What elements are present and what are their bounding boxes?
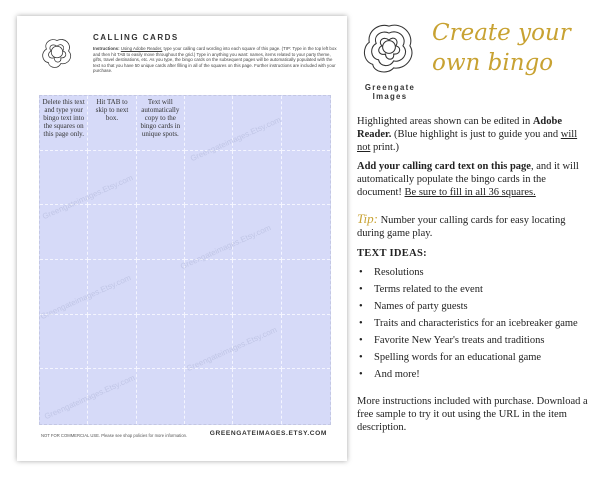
grid-cell-28[interactable] (185, 315, 233, 370)
grid-cell-5[interactable] (233, 96, 281, 151)
sheet-title: CALLING CARDS (93, 33, 179, 42)
grid-cell-2[interactable]: Hit TAB to skip to next box. (88, 96, 136, 151)
grid-cell-7[interactable] (40, 151, 88, 206)
list-item: • Resolutions (357, 266, 593, 279)
grid-cell-16[interactable] (185, 205, 233, 260)
grid-cell-29[interactable] (233, 315, 281, 370)
sheet-instructions: Instructions: Using Adobe Reader, type your calling card wording into each square of this page. (TIP: Type in the top left box and then hit TAB to easily move throughout the grid.) Type in anything you want: names, items related to your party theme, gifts, travel destinations, etc. As you type, the bingo cards on the subsequent pages will be automatically populated with the text so that you have 50 unique cards after filling in all of the squares on this page. Further instructions are included with your purchase. (93, 46, 337, 74)
watermark: Greengateimages.Etsy.com (179, 223, 273, 272)
tip-label: Tip: (357, 211, 378, 226)
watermark: Greengateimages.Etsy.com (189, 115, 283, 164)
greengate-logo-icon (33, 28, 81, 76)
closing-paragraph: More instructions included with purchase. Download a free sample to try it out using the URL in the item description. (357, 396, 588, 433)
grid-cell-35[interactable] (233, 369, 281, 424)
add-text-paragraph: Add your calling card text on this page, and it will automatically populate the bingo cards in the document! Be sure to fill in all 36 squares. (357, 161, 579, 198)
grid-cell-18[interactable] (282, 205, 330, 260)
grid-cell-19[interactable] (40, 260, 88, 315)
grid-cell-24[interactable] (282, 260, 330, 315)
grid-cell-17[interactable] (233, 205, 281, 260)
grid-cell-36[interactable] (282, 369, 330, 424)
grid-cell-26[interactable] (88, 315, 136, 370)
grid-cell-33[interactable] (137, 369, 185, 424)
grid-cell-9[interactable] (137, 151, 185, 206)
grid-cell-3[interactable]: Text will automatically copy to the bingo cards in unique spots. (137, 96, 185, 151)
grid-cell-15[interactable] (137, 205, 185, 260)
grid-cell-14[interactable] (88, 205, 136, 260)
grid-cell-20[interactable] (88, 260, 136, 315)
grid-cell-34[interactable] (185, 369, 233, 424)
greengate-logo-icon (360, 18, 418, 76)
grid-cell-23[interactable] (233, 260, 281, 315)
calling-cards-sheet (17, 16, 347, 461)
grid-cell-11[interactable] (233, 151, 281, 206)
list-item: • Spelling words for an educational game (357, 351, 593, 364)
intro-paragraph: Highlighted areas shown can be edited in Adobe Reader. (Blue highlight is just to guide you and will not print.) (357, 116, 578, 153)
grid-cell-25[interactable] (40, 315, 88, 370)
grid-cell-27[interactable] (137, 315, 185, 370)
watermark: Greengateimages.Etsy.com (43, 373, 137, 422)
watermark: Greengateimages.Etsy.com (185, 325, 279, 374)
grid-cell-10[interactable] (185, 151, 233, 206)
grid-cell-21[interactable] (137, 260, 185, 315)
ideas-heading: TEXT IDEAS: (357, 248, 427, 259)
tip-paragraph: Tip: Number your calling cards for easy locating during game play. (357, 211, 566, 239)
list-item: • Terms related to the event (357, 283, 593, 296)
grid-cell-13[interactable] (40, 205, 88, 260)
grid-cell-4[interactable] (185, 96, 233, 151)
list-item: • Favorite New Year's treats and traditions (357, 334, 593, 347)
watermark: Greengateimages.Etsy.com (41, 173, 135, 222)
grid-cell-1[interactable]: Delete this text and type your bingo text into the squares on this page only. (40, 96, 88, 151)
sheet-footer-url: GREENGATEIMAGES.ETSY.COM (209, 430, 327, 437)
grid-cell-12[interactable] (282, 151, 330, 206)
sheet-footer-notice: NOT FOR COMMERCIAL USE. Please see shop policies for more information. (41, 433, 188, 438)
calling-card-grid[interactable] (39, 95, 331, 425)
ideas-list (357, 266, 593, 385)
grid-cell-6[interactable] (282, 96, 330, 151)
page-headline: Create your own bingo (432, 20, 571, 76)
grid-cell-22[interactable] (185, 260, 233, 315)
grid-cell-31[interactable] (40, 369, 88, 424)
list-item: • And more! (357, 368, 593, 381)
grid-cell-8[interactable] (88, 151, 136, 206)
list-item: • Names of party guests (357, 300, 593, 313)
grid-cell-30[interactable] (282, 315, 330, 370)
grid-cell-32[interactable] (88, 369, 136, 424)
list-item: • Traits and characteristics for an icebreaker game (357, 317, 593, 330)
brand-name: Greengate Images (364, 83, 416, 101)
watermark: Greengateimages.Etsy.com (39, 273, 133, 322)
